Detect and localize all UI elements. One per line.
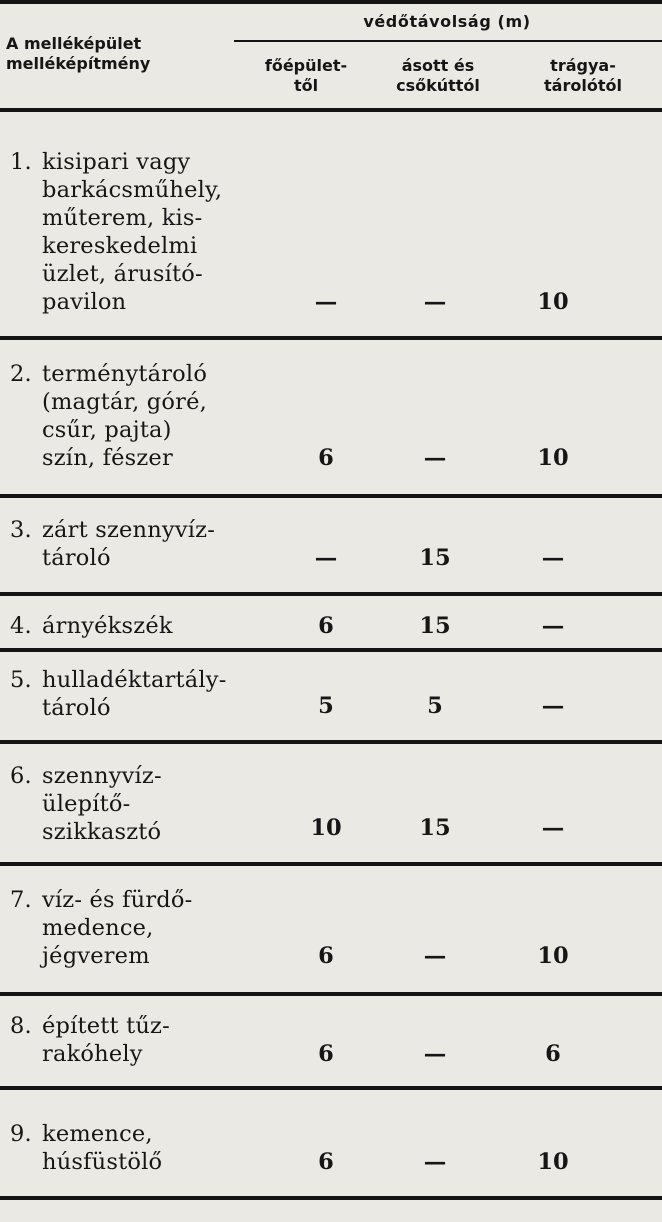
table-row-4-col3: — xyxy=(541,613,565,639)
table-row-1-col3: 10 xyxy=(537,289,569,315)
header-group-title: védőtávolság (m) xyxy=(363,12,531,31)
header-col1-line2: től xyxy=(293,76,319,95)
header-bottom-rule xyxy=(0,108,662,112)
header-col3-line2: tárolótól xyxy=(544,76,622,95)
table-row-6-col2: 15 xyxy=(419,815,451,841)
table-row-8-col1: 6 xyxy=(318,1041,334,1067)
table-row-6-col1: 10 xyxy=(310,815,342,841)
table-row-8-col2: — xyxy=(423,1041,447,1067)
header-col3-line1: trágya- xyxy=(550,56,616,75)
table-row-8-col3: 6 xyxy=(545,1041,561,1067)
header-col0-line2: melléképítmény xyxy=(6,54,151,73)
table-row-2-col2: — xyxy=(423,445,447,471)
table-top-rule xyxy=(0,0,662,4)
table-row-4-name: 4. árnyékszék xyxy=(10,613,173,639)
table-row-5-col2: 5 xyxy=(427,693,443,719)
table-row-3-col3: — xyxy=(541,545,565,571)
table-row-5-name: 5. hulladéktartály- tároló xyxy=(10,667,227,721)
table-row-9-col2: — xyxy=(423,1149,447,1175)
table-row-6-name: 6. szennyvíz- ülepítő- szikkasztó xyxy=(10,763,162,845)
table-row-5-col1: 5 xyxy=(318,693,334,719)
row-2-rule xyxy=(0,494,662,498)
table-row-1-col1: — xyxy=(314,289,338,315)
table-row-6-col3: — xyxy=(541,815,565,841)
table-row-7-col3: 10 xyxy=(537,943,569,969)
header-col2-line1: ásott és xyxy=(401,56,475,75)
table-row-3-col2: 15 xyxy=(419,545,451,571)
header-col2-line2: csőkúttól xyxy=(396,76,480,95)
row-6-rule xyxy=(0,862,662,866)
row-4-rule xyxy=(0,648,662,652)
row-5-rule xyxy=(0,740,662,744)
header-col0-line1: A melléképület xyxy=(6,34,142,53)
table-row-4-col1: 6 xyxy=(318,613,334,639)
table-row-9-col1: 6 xyxy=(318,1149,334,1175)
table-row-9-col3: 10 xyxy=(537,1149,569,1175)
table-row-7-col2: — xyxy=(423,943,447,969)
table-row-2-col3: 10 xyxy=(537,445,569,471)
table-bottom-rule xyxy=(0,1196,662,1200)
row-7-rule xyxy=(0,992,662,996)
row-1-rule xyxy=(0,336,662,340)
row-3-rule xyxy=(0,592,662,596)
table-row-2-name: 2. terménytároló (magtár, góré, csűr, pajta) szín, fészer xyxy=(10,361,208,471)
row-8-rule xyxy=(0,1086,662,1090)
table-row-7-col1: 6 xyxy=(318,943,334,969)
table-row-2-col1: 6 xyxy=(318,445,334,471)
header-col1-line1: főépület- xyxy=(264,56,348,75)
header-group-rule xyxy=(234,40,662,42)
table-row-1-col2: — xyxy=(423,289,447,315)
table-row-1-name: 1. kisipari vagy barkácsműhely, műterem, kis- kereskedelmi üzlet, árusító- pavilon xyxy=(10,149,223,315)
table-row-4-col2: 15 xyxy=(419,613,451,639)
table-row-9-name: 9. kemence, húsfüstölő xyxy=(10,1121,163,1175)
table-row-3-col1: — xyxy=(314,545,338,571)
table-row-7-name: 7. víz- és fürdő- medence, jégverem xyxy=(10,887,193,969)
table-row-3-name: 3. zárt szennyvíz- tároló xyxy=(10,517,215,571)
table-row-5-col3: — xyxy=(541,693,565,719)
table-row-8-name: 8. épített tűz- rakóhely xyxy=(10,1013,170,1067)
